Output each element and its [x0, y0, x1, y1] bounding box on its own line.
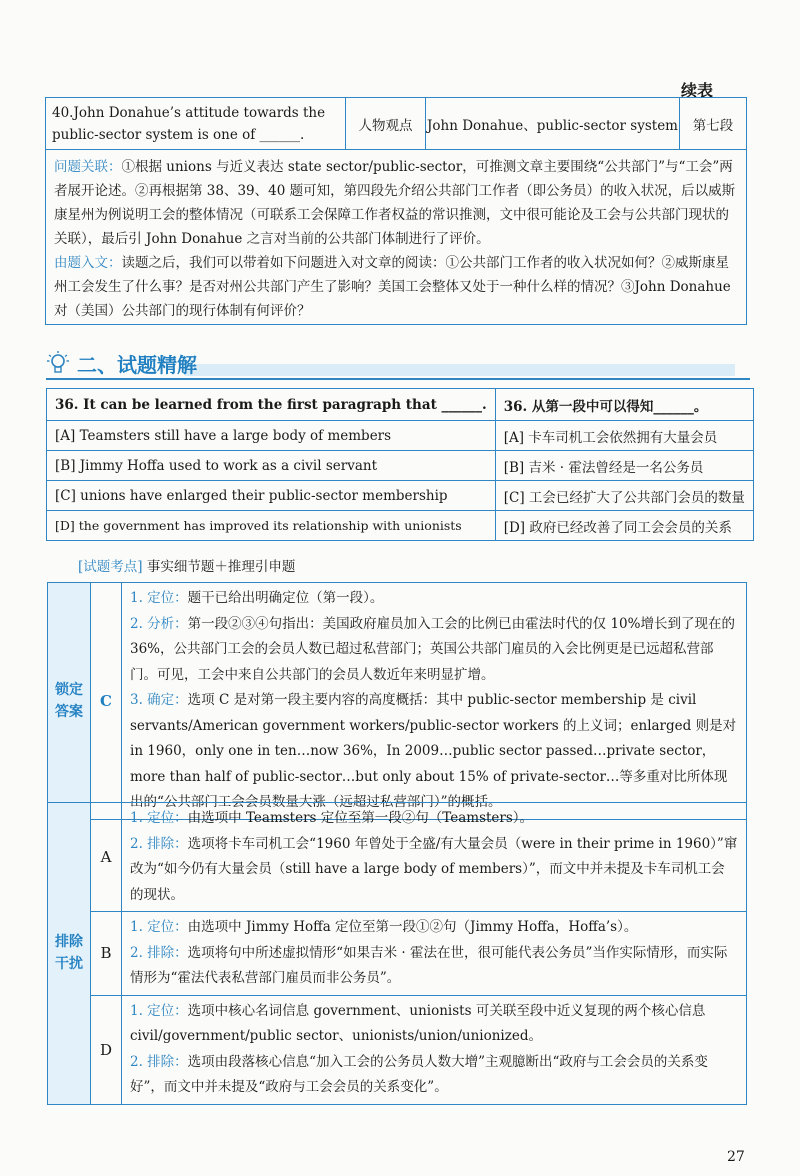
key-point: [78, 555, 295, 575]
section-title-bar: [185, 364, 735, 376]
top-info-table: [45, 97, 747, 325]
item-label: 2. 排除：: [130, 835, 188, 852]
question-40-cell: 40.John Donahue’s attitude towards the public-sector system is one of ______.: [46, 98, 346, 149]
paragraph-cell: 第七段: [692, 117, 734, 134]
relation-text: ①根据 unions 与近义表达 state sector/public-sector，可推测文章主要围绕“公共部门”与“工会”两者展开论述。②再根据第 38、39、40 题可知，第四段先介绍公共部门工作者（即公务员）的收入状况，后以威斯康星州为例说明工会的整体情况（可联系工会保障工作者权益的常识推测，文中很可能论及工会与公共部门现状的关联），最后引 John Donahue 之言对当前的公共部门体制进行了评价。: [54, 159, 736, 247]
item-label: 2. 排除：: [130, 944, 188, 961]
answer-item: [130, 586, 738, 612]
exclude-side-label: [48, 803, 91, 1105]
lightbulb-icon: [46, 350, 70, 376]
option-d-cn: [D] 政府已经改善了同工会会员的关系: [495, 511, 753, 541]
item-label: 1. 定位：: [130, 810, 188, 826]
question-table: [46, 388, 754, 541]
item-text: 第一段②③④句指出：美国政府雇员加入工会的比例已由霍法时代的仅 10%增长到了现在的 36%，公共部门工会的会员人数已超过私营部门；英国公共部门雇员的入会比例更是已远超私营部门。可见，工会中来自公共部门的会员人数近年来明显扩增。: [130, 615, 735, 683]
answer-side-label: [48, 583, 91, 820]
section-title: 二、试题精解: [77, 353, 197, 377]
table-row: [47, 389, 754, 421]
exclude-item: [130, 832, 738, 909]
item-text: 选项将卡车司机工会“1960 年曾处于全盛/有大量会员（were in their prime in 1960）”窜改为“如今仍有大量会员（still have a large body of members）”，而文中并未提及卡车司机工会的现状。: [130, 835, 738, 903]
option-d-en: [D] the government has improved its relationship with unionists: [47, 511, 496, 541]
exclude-body-d: [122, 995, 747, 1104]
view-type-cell: 人物观点: [346, 98, 426, 149]
answer-item: [130, 612, 738, 689]
item-text: 由选项中 Teamsters 定位至第一段②句（Teamsters）。: [187, 810, 534, 826]
table-row: [47, 511, 754, 541]
option-b-cn: [B] 吉米 · 霍法曾经是一名公务员: [495, 451, 753, 481]
item-text: 选项将句中所述虚拟情形“如果吉米 · 霍法在世，很可能代表公务员”当作实际情形，而实际情形为“霍法代表私营部门雇员而非公务员”。: [130, 944, 728, 986]
option-a-en: [A] Teamsters still have a large body of members: [47, 421, 496, 451]
entry-label: 由题入文：: [54, 255, 122, 271]
names-cell: John Donahue、public-sector system: [426, 98, 680, 149]
exclude-item: [130, 806, 738, 832]
exclude-table: [47, 802, 747, 1105]
continued-label: 续表: [681, 81, 714, 100]
exclude-item: [130, 999, 738, 1050]
page-number: 27: [727, 1149, 745, 1165]
exclude-item: [130, 915, 738, 941]
exclude-item: [130, 941, 738, 992]
top-table-row: [46, 98, 746, 150]
key-point-label: [试题考点]: [78, 559, 143, 575]
exclude-letter-d: D: [91, 995, 122, 1104]
item-text: 选项 C 是对第一段主要内容的高度概括：其中 public-sector membership 是 civil servants/American government workers/public-sector workers 的上义词；enlarged 则是对 in 1960，only one in ten…now 36%，In 2009…public sector passed…private sector，more than half of public-sector…but only about 15% of private-sector…等多重对比所体现出的“公共部门工会会员数量大涨（远超过私营部门）”的概括。: [130, 692, 737, 810]
key-point-text: 事实细节题＋推理引申题: [146, 559, 296, 575]
item-label: 3. 确定：: [130, 692, 188, 708]
table-row: [48, 803, 747, 912]
relation-label: 问题关联：: [54, 159, 122, 175]
exclude-body-a: [122, 803, 747, 912]
exclude-letter-a: A: [91, 803, 122, 912]
table-row: [48, 995, 747, 1104]
option-c-en: [C] unions have enlarged their public-sector membership: [47, 481, 496, 511]
answer-body: [122, 583, 747, 820]
side-label-text: 锁定答案: [55, 681, 83, 720]
answer-table: [47, 582, 747, 820]
item-text: 题干已给出明确定位（第一段）。: [187, 590, 384, 606]
option-b-en: [B] Jimmy Hoffa used to work as a civil servant: [47, 451, 496, 481]
option-c-cn: [C] 工会已经扩大了公共部门会员的数量: [495, 481, 753, 511]
table-row: [48, 583, 747, 820]
item-text: 选项中核心名词信息 government、unionists 可关联至段中近义复现的两个核心信息 civil/government/public sector、unionists/union/unionized。: [130, 1002, 706, 1044]
side-label-text: 排除干扰: [55, 934, 83, 973]
exclude-letter-b: B: [91, 912, 122, 996]
item-text: 选项由段落核心信息“加入工会的公务员人数大增”主观臆断出“政府与工会会员的关系变好”，而文中并未提及“政府与工会会员的关系变化”。: [130, 1053, 708, 1095]
table-row: [48, 912, 747, 996]
table-row: [47, 481, 754, 511]
exclude-item: [130, 1050, 738, 1101]
stem-en: 36. It can be learned from the first paragraph that ______.: [47, 389, 496, 421]
item-text: 由选项中 Jimmy Hoffa 定位至第一段①②句（Jimmy Hoffa，Hoffa’s）。: [187, 919, 638, 935]
option-a-cn: [A] 卡车司机工会依然拥有大量会员: [495, 421, 753, 451]
answer-letter: C: [91, 583, 122, 820]
exclude-body-b: [122, 912, 747, 996]
section-divider: [46, 378, 750, 380]
top-table-notes: [54, 155, 738, 323]
answer-item: [130, 688, 738, 816]
entry-text: 读题之后，我们可以带着如下问题进入对文章的阅读：①公共部门工作者的收入状况如何？②威斯康星州工会发生了什么事？是否对州公共部门产生了影响？美国工会整体又处于一种什么样的情况？③John Donahue 对（美国）公共部门的现行体制有何评价？: [54, 255, 731, 319]
item-label: 1. 定位：: [130, 590, 188, 606]
item-label: 2. 分析：: [130, 615, 188, 632]
item-label: 2. 排除：: [130, 1053, 188, 1070]
stem-cn: 36. 从第一段中可以得知______。: [495, 389, 753, 421]
item-label: 1. 定位：: [130, 1002, 188, 1019]
table-row: [47, 421, 754, 451]
table-row: [47, 451, 754, 481]
item-label: 1. 定位：: [130, 919, 188, 935]
